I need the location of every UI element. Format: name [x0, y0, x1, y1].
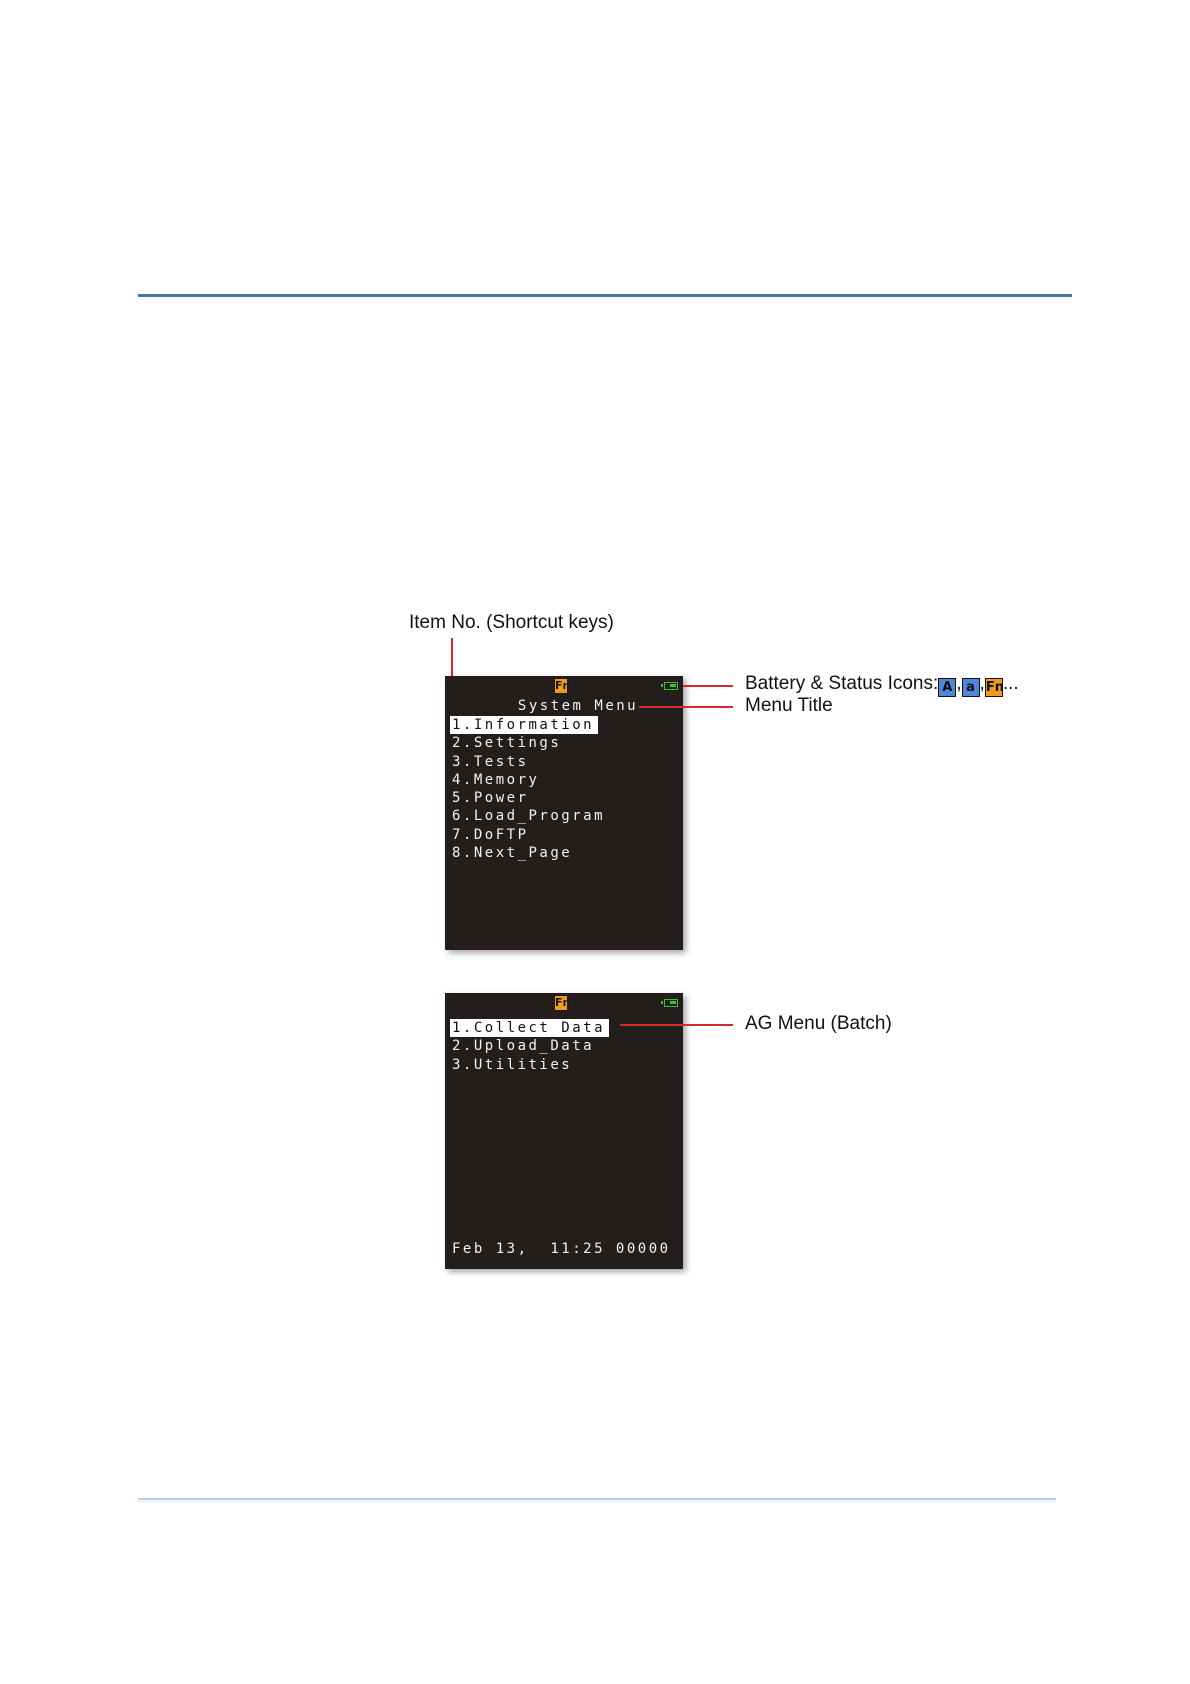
menu-item-collect-data[interactable]: 1.Collect Data [450, 1019, 609, 1037]
menu-item-information[interactable]: 1.Information [450, 716, 598, 734]
system-menu-screen [445, 676, 683, 950]
menu-list [450, 716, 609, 862]
ag-menu-screen [445, 993, 683, 1269]
battery-icon [664, 999, 678, 1007]
menu-item-power[interactable]: 5.Power [452, 790, 529, 807]
menu-item-doftp[interactable]: 7.DoFTP [452, 826, 529, 843]
menu-item-memory[interactable]: 4.Memory [452, 771, 540, 788]
fn-status-icon: Fn [555, 679, 571, 692]
battery-icon [664, 682, 678, 690]
uppercase-mode-icon: A [938, 678, 956, 697]
battery-status-label: Battery & Status Icons: A , a ,Fn... [745, 673, 1019, 695]
menu-title-label: Menu Title [745, 695, 833, 716]
date-time-readout: Feb 13, 11:25 00000 [452, 1241, 671, 1257]
ag-menu-leader [620, 1024, 733, 1026]
menu-list [450, 1019, 609, 1074]
menu-item-load-program[interactable]: 6.Load_Program [452, 808, 606, 825]
menu-item-tests[interactable]: 3.Tests [452, 753, 529, 770]
footer-rule-shadow [138, 1501, 1056, 1502]
menu-title-leader [639, 706, 733, 708]
header-rule [138, 294, 1072, 297]
menu-item-utilities[interactable]: 3.Utilities [452, 1056, 573, 1073]
lowercase-mode-icon: a [962, 678, 980, 697]
menu-title: System Menu [517, 698, 639, 714]
menu-item-upload-data[interactable]: 2.Upload_Data [452, 1038, 595, 1055]
ag-menu-label: AG Menu (Batch) [745, 1013, 892, 1034]
item-no-label: Item No. (Shortcut keys) [409, 612, 614, 633]
menu-item-settings[interactable]: 2.Settings [452, 735, 562, 752]
footer-rule [138, 1498, 1056, 1500]
battery-leader [683, 685, 733, 687]
fn-mode-icon: Fn [985, 680, 1004, 695]
menu-item-next-page[interactable]: 8.Next_Page [452, 845, 573, 862]
fn-status-icon: Fn [555, 996, 571, 1009]
